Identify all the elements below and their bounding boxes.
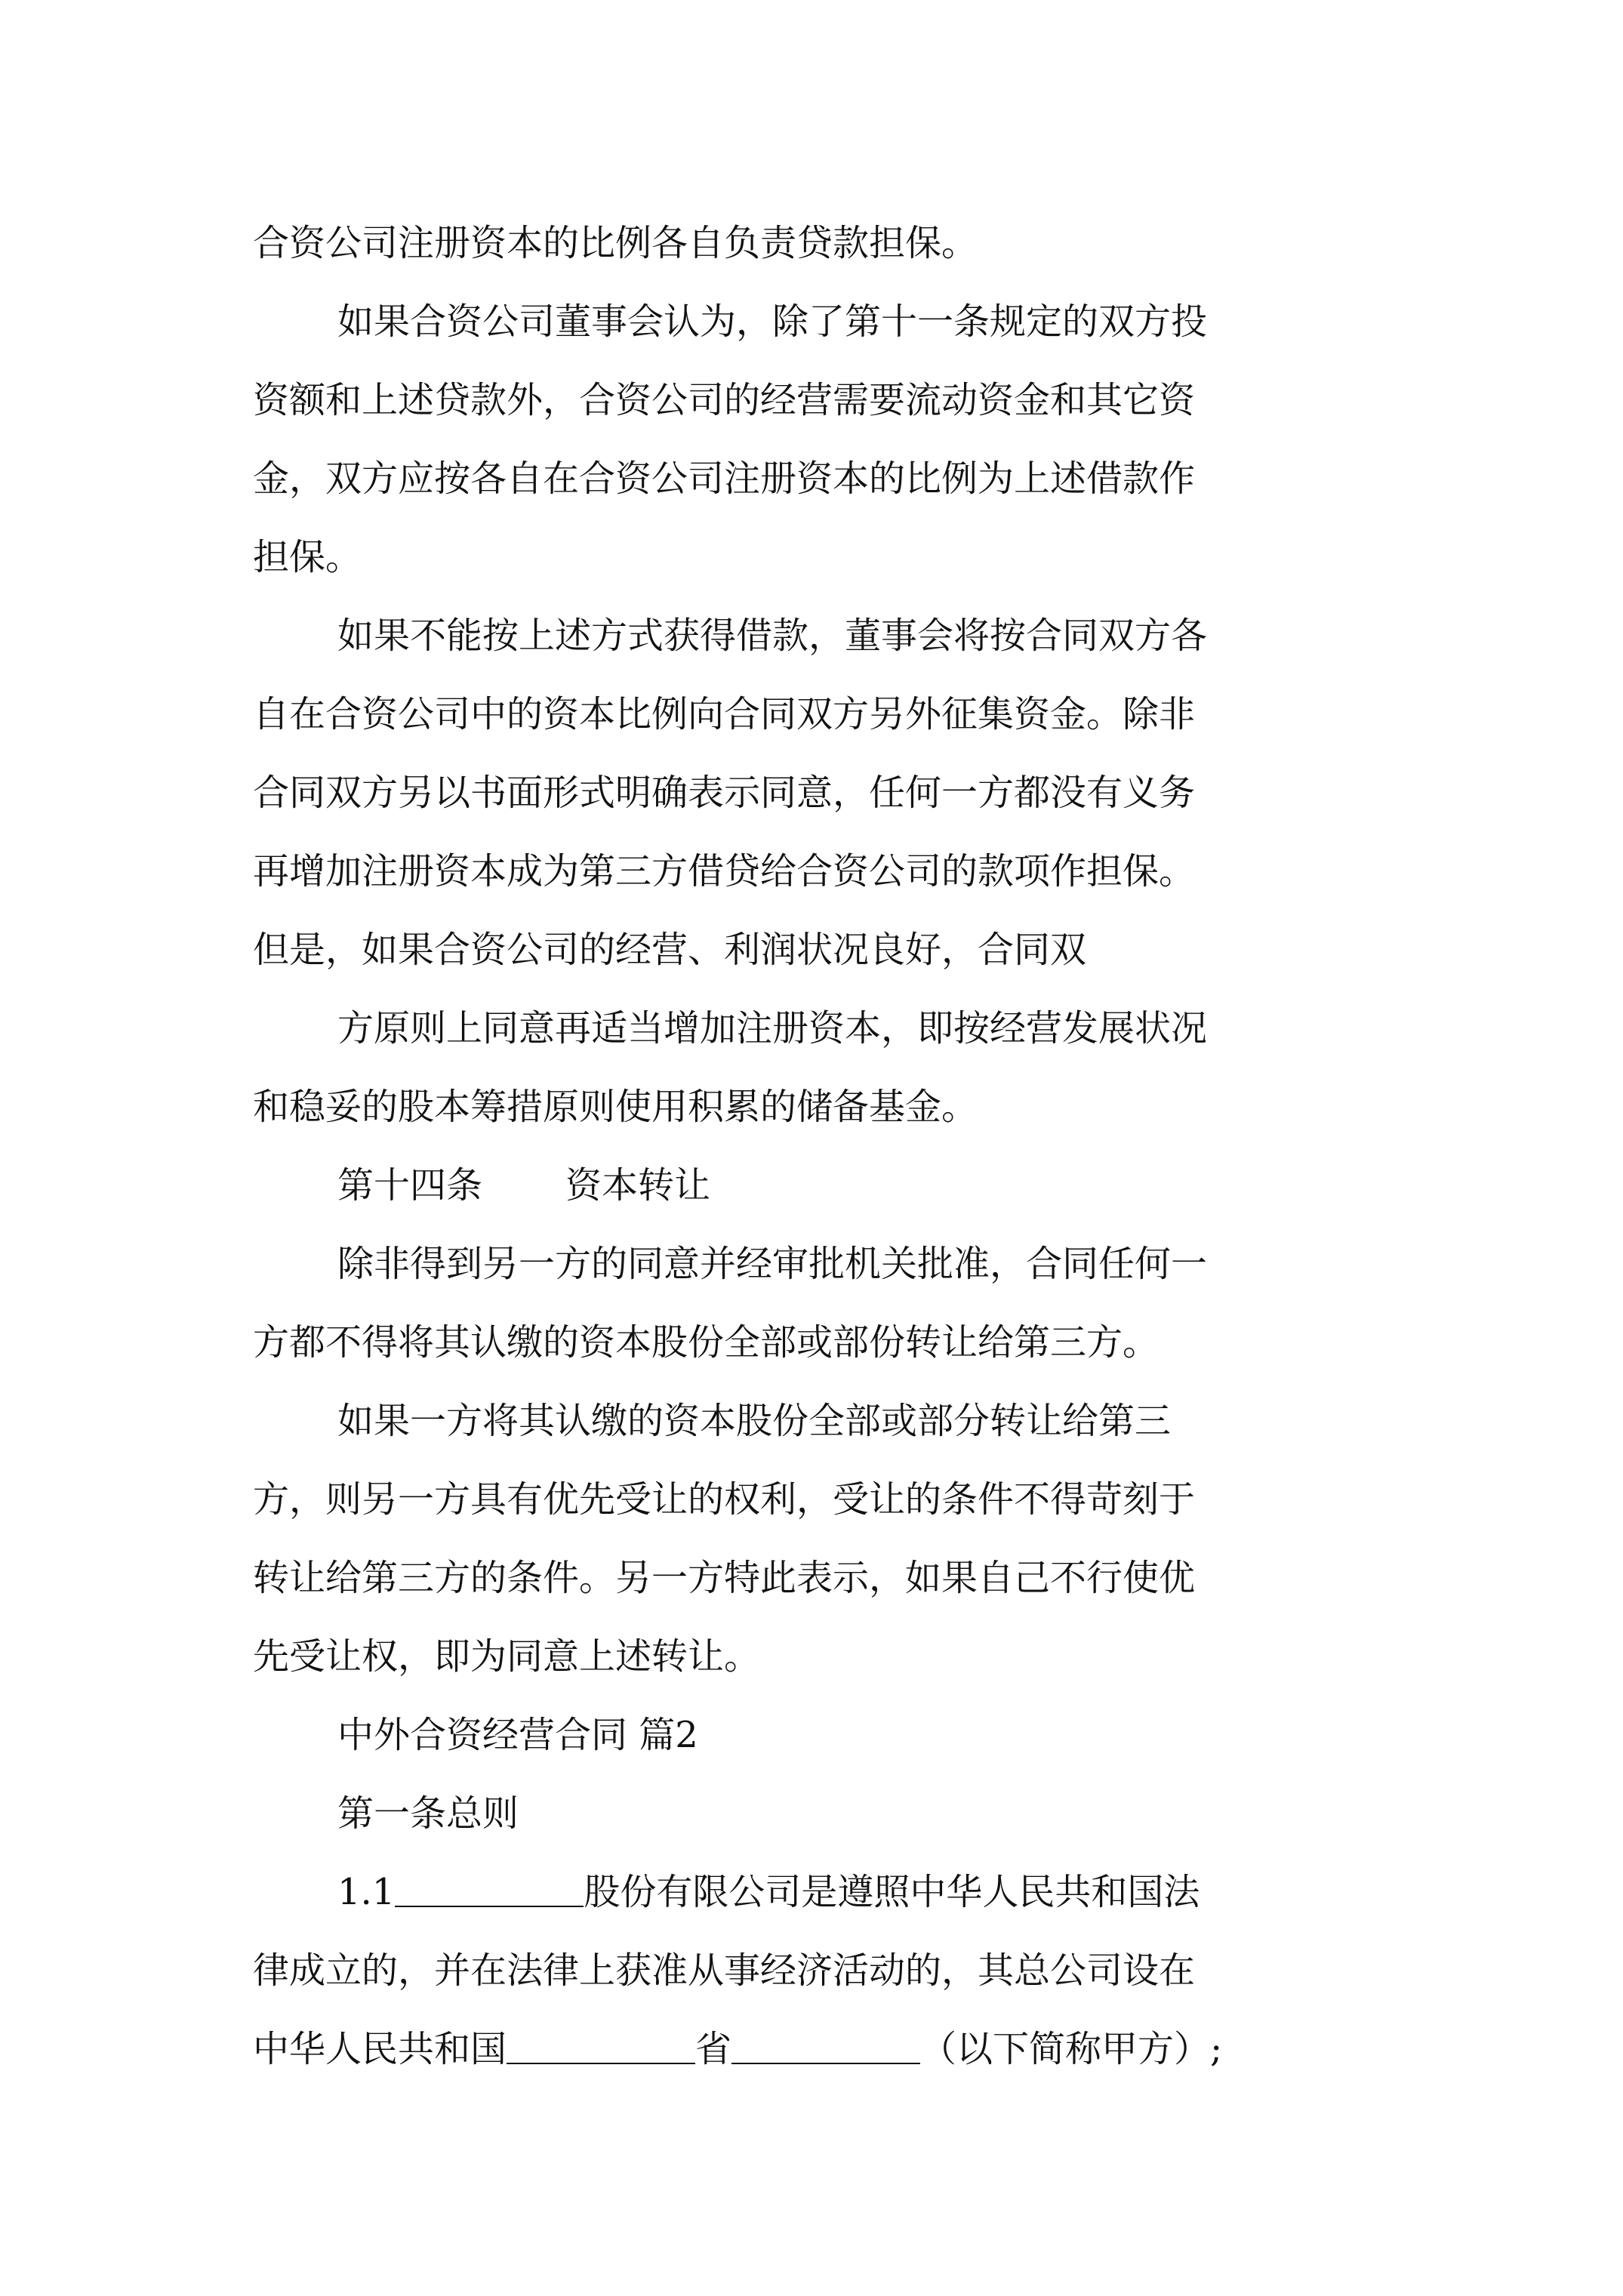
clause-line: [253, 1853, 1400, 1931]
text-line: 如果合资公司董事会认为，除了第十一条规定的双方投: [337, 300, 1208, 343]
text-line: 转让给第三方的条件。另一方特此表示，如果自己不行使优: [253, 1557, 1196, 1599]
text-line: 但是，如果合资公司的经营、利润状况良好，合同双: [253, 929, 1087, 971]
text-line: 和稳妥的股本筹措原则使用积累的储备基金。: [253, 1086, 978, 1128]
fill-in-blank: [507, 2026, 695, 2064]
text-line: 担保。: [253, 536, 362, 578]
text-line: 再增加注册资本成为第三方借贷给合资公司的款项作担保。: [253, 850, 1196, 892]
fill-in-blank: [731, 2026, 920, 2064]
text-line: 方，则另一方具有优先受让的权利，受让的条件不得苛刻于: [253, 1478, 1196, 1521]
text-line: 自在合资公司中的资本比例向合同双方另外征集资金。除非: [253, 693, 1196, 735]
clause-text: （以下简称甲方）;: [920, 2028, 1223, 2070]
text-line: 先受让权，即为同意上述转让。: [253, 1635, 761, 1678]
text-line: 除非得到另一方的同意并经审批机关批准，合同任何一: [337, 1243, 1208, 1285]
text-line: 资额和上述贷款外，合资公司的经营需要流动资金和其它资: [253, 379, 1196, 421]
text-line: 律成立的，并在法律上获准从事经济活动的，其总公司设在: [253, 1949, 1196, 1992]
text-line: 金，双方应按各自在合资公司注册资本的比例为上述借款作: [253, 458, 1196, 500]
text-line: 合资公司注册资本的比例各自负责贷款担保。: [253, 222, 978, 264]
clause-line: [253, 2010, 1400, 2088]
section-subtitle: 第一条总则: [337, 1792, 519, 1835]
fill-in-blank: [395, 1869, 584, 1907]
section-title: 中外合资经营合同 篇2: [337, 1714, 698, 1756]
clause-text: 股份有限公司是遵照中华人民共和国法: [584, 1871, 1200, 1913]
document-body: [253, 204, 1400, 2088]
clause-text: 中华人民共和国: [253, 2028, 507, 2070]
text-line: 合同双方另以书面形式明确表示同意，任何一方都没有义务: [253, 772, 1196, 814]
clause-text: 省: [695, 2028, 732, 2070]
article-title: 资本转让: [565, 1164, 711, 1207]
text-line: 方都不得将其认缴的资本股份全部或部份转让给第三方。: [253, 1321, 1160, 1364]
article-number: 第十四条: [337, 1164, 483, 1207]
text-line: 如果一方将其认缴的资本股份全部或部分转让给第三: [337, 1400, 1172, 1442]
article-heading: [253, 1146, 1400, 1225]
clause-number: 1.1: [337, 1871, 396, 1913]
text-line: 方原则上同意再适当增加注册资本，即按经营发展状况: [337, 1007, 1208, 1049]
text-line: 如果不能按上述方式获得借款，董事会将按合同双方各: [337, 615, 1208, 657]
